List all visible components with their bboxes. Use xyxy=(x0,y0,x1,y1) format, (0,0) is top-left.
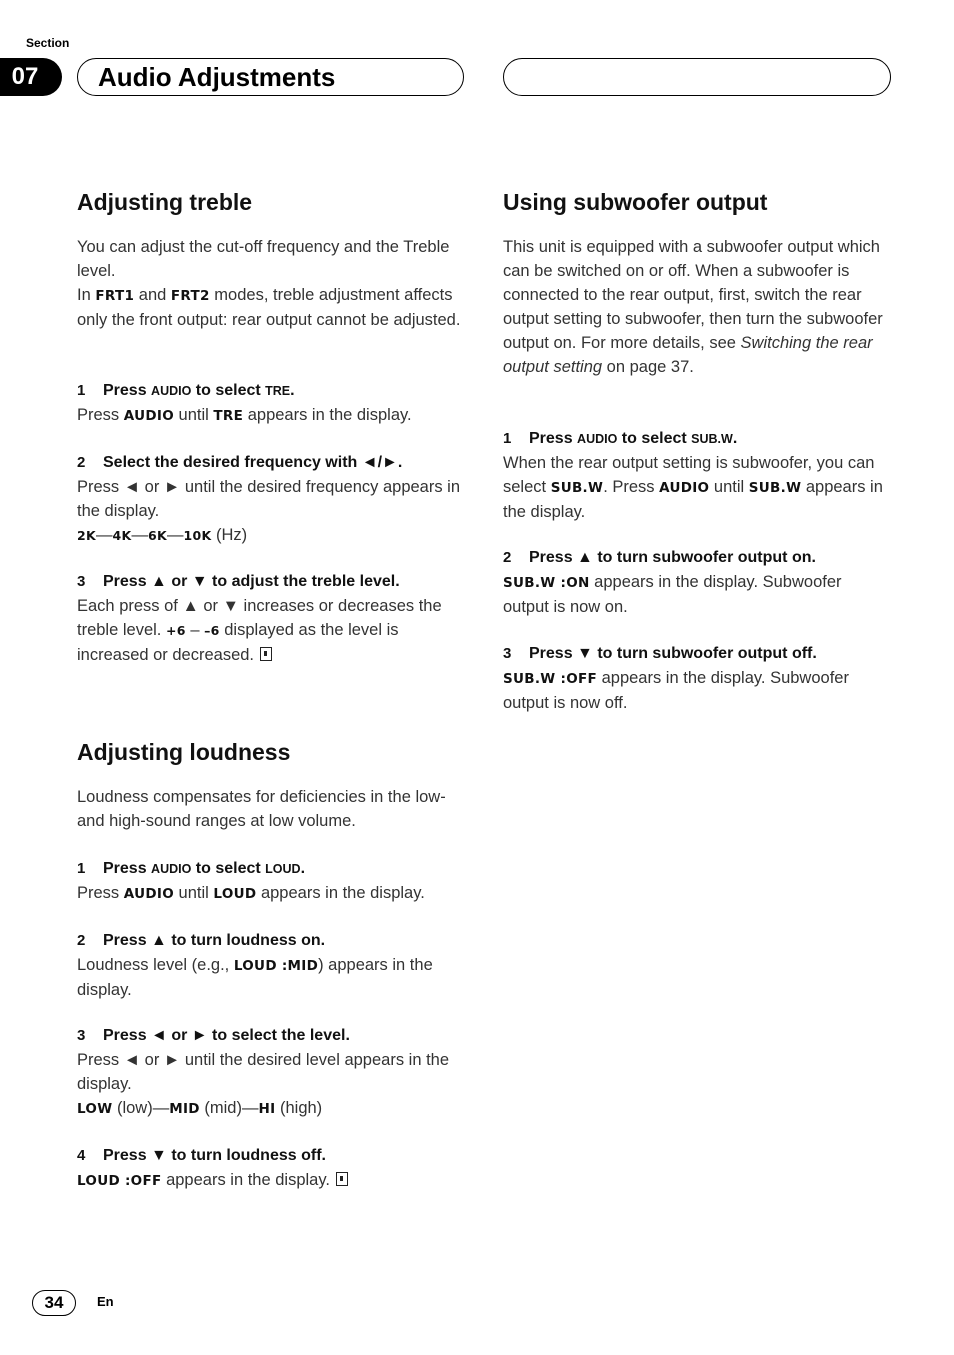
body-text: Press xyxy=(77,884,124,902)
key-audio: AUDIO xyxy=(123,886,174,902)
display-tre: TRE xyxy=(213,408,244,424)
body-text: appears in the display. xyxy=(243,406,412,424)
key-audio: AUDIO xyxy=(577,432,618,446)
step-number: 1 xyxy=(503,430,512,447)
subwoofer-step-1 xyxy=(503,427,889,451)
step-text: Press ▲ to turn loudness on. xyxy=(103,932,326,949)
loudness-intro: Loudness compensates for deficiencies in the low- and high-sound ranges at low volume. xyxy=(77,788,446,830)
step-text: to select xyxy=(617,430,692,447)
body-text: appears in the display. xyxy=(256,884,425,902)
dash: — xyxy=(95,526,113,544)
page-number-badge xyxy=(32,1290,76,1316)
display-loud-off: LOUD :OFF xyxy=(77,1173,162,1189)
key-tre: TRE xyxy=(265,384,291,398)
subwoofer-step-2 xyxy=(503,546,889,570)
step-text: Press xyxy=(103,382,152,399)
treble-intro2-a: In xyxy=(77,286,96,304)
treble-intro xyxy=(77,235,463,332)
loudness-step-3-body xyxy=(77,1048,463,1121)
treble-intro-text: You can adjust the cut-off frequency and the Treble level. xyxy=(77,238,450,280)
display-subw-off: SUB.W :OFF xyxy=(503,671,598,687)
step-text: Select the desired frequency with ◄/►. xyxy=(103,454,403,471)
dash: — xyxy=(166,526,184,544)
loudness-step-3 xyxy=(77,1024,463,1048)
step-number: 2 xyxy=(503,549,512,566)
loudness-step-2 xyxy=(77,929,463,953)
level-minus6: –6 xyxy=(204,623,220,638)
level-hi: HI xyxy=(258,1101,276,1117)
key-audio: AUDIO xyxy=(151,384,192,398)
cross-reference: Switching the rear output setting xyxy=(503,334,873,376)
step-text: Press xyxy=(103,860,152,877)
page-number: 34 xyxy=(44,1293,64,1312)
treble-intro2-c: modes, treble adjustment affects only the front output: rear output cannot be adjusted. xyxy=(77,286,461,329)
body-text: Press ◄ or ► until the desired frequency appears in the display. xyxy=(77,478,461,520)
step-text: to select xyxy=(191,382,266,399)
body-text: Press ◄ or ► until the desired level appears in the display. xyxy=(77,1051,450,1093)
body-text: (high) xyxy=(275,1099,323,1117)
key-loud: LOUD xyxy=(265,862,301,876)
body-text: until xyxy=(173,884,214,902)
loudness-step-1-body xyxy=(77,881,463,906)
treble-step-1 xyxy=(77,379,463,403)
treble-step-1-body xyxy=(77,403,463,428)
header-empty-pill xyxy=(503,58,891,96)
section-number-tab xyxy=(0,58,62,96)
body-text: Press xyxy=(77,406,124,424)
subwoofer-intro xyxy=(503,235,891,379)
step-number: 1 xyxy=(77,382,86,399)
page-title-text: Audio Adjustments xyxy=(98,61,336,92)
step-text: . xyxy=(732,430,738,447)
body-text: Each press of ▲ or ▼ increases or decreases the treble level. xyxy=(77,597,442,639)
step-text: . xyxy=(290,382,295,399)
display-loud: LOUD xyxy=(213,886,257,902)
subwoofer-step-2-body xyxy=(503,570,891,619)
level-plus6: +6 xyxy=(165,623,186,638)
subwoofer-step-1-body xyxy=(503,451,891,524)
freq-2k: 2K xyxy=(77,528,96,543)
body-text: – xyxy=(185,621,205,639)
subwoofer-heading: Using subwoofer output xyxy=(503,189,768,215)
language-label: En xyxy=(97,1294,114,1309)
body-text: (mid)— xyxy=(199,1099,259,1117)
loudness-step-4-body xyxy=(77,1168,463,1193)
body-text: until xyxy=(173,406,214,424)
body-text: When the rear output setting is subwoofer, you can select xyxy=(503,454,875,496)
end-mark-icon xyxy=(260,647,272,661)
step-number: 3 xyxy=(77,573,86,590)
section-label: Section xyxy=(26,36,70,50)
body-text: appears in the display. Subwoofer output is now on. xyxy=(503,573,842,616)
step-number: 3 xyxy=(503,645,512,662)
step-text: Press ▼ to turn subwoofer output off. xyxy=(529,645,817,662)
step-text: Press ▲ to turn subwoofer output on. xyxy=(529,549,816,566)
step-text: Press ◄ or ► to select the level. xyxy=(103,1027,350,1044)
body-text: appears in the display. xyxy=(503,478,883,521)
dash: — xyxy=(131,526,148,544)
end-mark-icon xyxy=(336,1172,348,1186)
step-text: Press ▼ to turn loudness off. xyxy=(103,1147,326,1164)
treble-intro2-b: and xyxy=(134,286,171,304)
step-number: 1 xyxy=(77,860,86,877)
step-text: . xyxy=(300,860,306,877)
step-number: 2 xyxy=(77,932,86,949)
body-text: Loudness level (e.g., xyxy=(77,956,234,974)
key-audio: AUDIO xyxy=(123,408,174,424)
key-audio: AUDIO xyxy=(659,480,710,496)
section-number: 07 xyxy=(11,63,39,90)
loudness-heading: Adjusting loudness xyxy=(77,739,291,765)
treble-step-2 xyxy=(77,451,463,475)
freq-10k: 10K xyxy=(183,528,212,543)
step-number: 2 xyxy=(77,454,86,471)
loudness-step-1 xyxy=(77,857,463,881)
loudness-step-4 xyxy=(77,1144,463,1168)
step-text: Press xyxy=(529,430,578,447)
freq-4k: 4K xyxy=(112,528,132,543)
step-number: 4 xyxy=(77,1147,86,1164)
body-text: appears in the display. Subwoofer output is now off. xyxy=(503,669,849,712)
body-text: until xyxy=(709,478,749,496)
step-text: to select xyxy=(191,860,266,877)
subwoofer-step-3-body xyxy=(503,666,891,715)
display-subw: SUB.W xyxy=(748,480,802,496)
treble-step-3-body xyxy=(77,594,463,667)
page-title xyxy=(77,58,464,96)
treble-step-3 xyxy=(77,570,463,594)
body-text: This unit is equipped with a subwoofer output which can be switched on or off. When a subwoofer is connected to the rear output, first, switch the rear output setting to subwoofer, then turn the subwoofer output on. For more details, see xyxy=(503,238,883,352)
frt2-label: FRT2 xyxy=(170,288,210,304)
step-number: 3 xyxy=(77,1027,86,1044)
subwoofer-step-3 xyxy=(503,642,889,666)
body-text: appears in the display. xyxy=(161,1171,330,1189)
level-low: LOW xyxy=(77,1101,113,1117)
body-text: on page 37. xyxy=(602,358,694,376)
key-subw: SUB.W xyxy=(691,432,733,446)
body-text: ) appears in the display. xyxy=(77,956,433,999)
body-text: . Press xyxy=(603,478,660,496)
body-text: (low)— xyxy=(112,1099,170,1117)
display-subw-on: SUB.W :ON xyxy=(503,575,590,591)
treble-heading: Adjusting treble xyxy=(77,189,253,215)
frt1-label: FRT1 xyxy=(95,288,135,304)
step-text: Press ▲ or ▼ to adjust the treble level. xyxy=(103,573,400,590)
display-subw: SUB.W xyxy=(550,480,604,496)
freq-6k: 6K xyxy=(147,528,167,543)
freq-unit: (Hz) xyxy=(211,526,248,544)
loudness-step-2-body xyxy=(77,953,463,1002)
key-audio: AUDIO xyxy=(151,862,192,876)
body-text: displayed as the level is increased or decreased. xyxy=(77,621,399,664)
treble-step-2-body xyxy=(77,475,463,548)
display-loud-mid: LOUD :MID xyxy=(233,958,319,974)
level-mid: MID xyxy=(169,1101,200,1117)
